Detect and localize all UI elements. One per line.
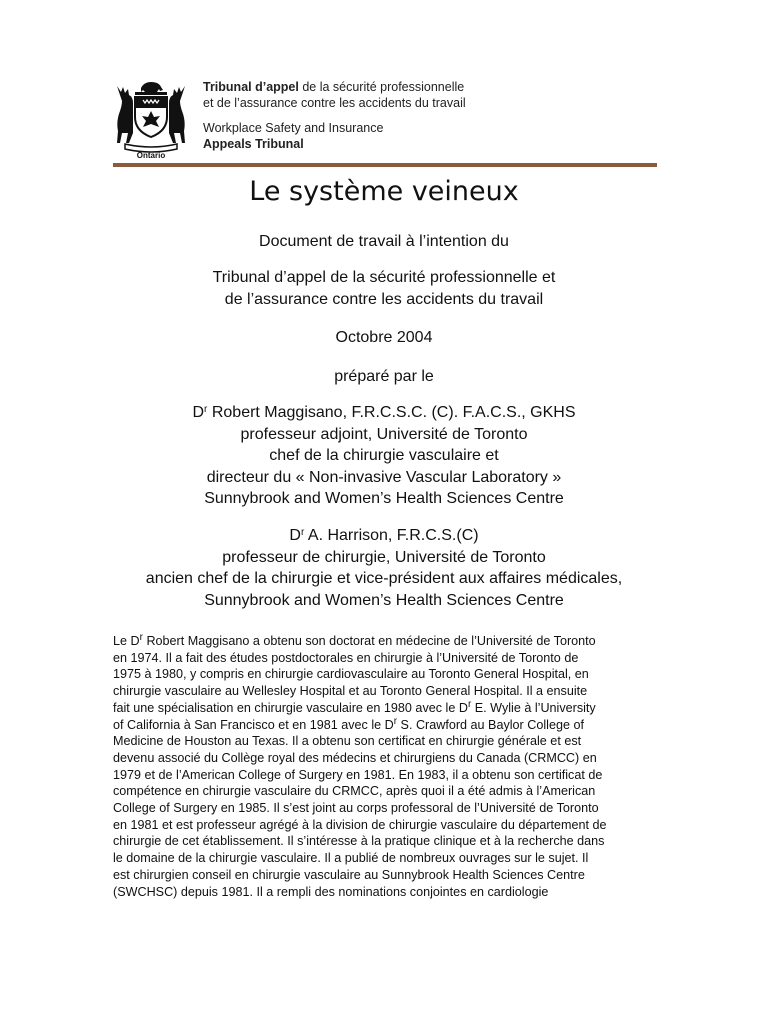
bio-line-1: Le $D^r$ Robert Maggisano a obtenu son doctorat en médecine de l’Université de Toronto <box>113 632 596 648</box>
org-en-line2: Appeals Tribunal <box>203 136 304 151</box>
bio-line-11: College of Surgery en 1985. Il s’est joint au corps professoral de l’Université de Toronto <box>113 801 599 816</box>
bio-line-13: chirurgie de cet établissement. Il s’intéresse à la pratique clinique et à la recherche dans <box>113 834 605 849</box>
bio-line-4: chirurgie vasculaire au Wellesley Hospital et au Toronto General Hospital. Il a ensuite <box>113 684 588 699</box>
author-2-prefix: D <box>289 527 301 544</box>
date-line: Octobre 2004 <box>335 329 433 346</box>
prepared-by <box>0 366 768 388</box>
tribunal-line-1: Tribunal d’appel de la sécurité professionnelle et <box>212 269 556 286</box>
bio-line-9: 1979 et de l’American College of Surgery en 1981. En 1983, il a obtenu son certificat de <box>113 767 603 782</box>
letterhead <box>113 78 657 160</box>
author-2-line-3: Sunnybrook and Women’s Health Sciences Centre <box>204 591 564 609</box>
bio-line-14: le domaine de la chirurgie vasculaire. Il a publié de nombreux ouvrages sur le sujet. Il <box>113 851 589 866</box>
bio-line-3: 1975 à 1980, y compris en chirurgie cardiovasculaire au Toronto General Hospital, en <box>113 667 589 682</box>
author-1-line-4: Sunnybrook and Women’s Health Sciences Centre <box>204 490 564 507</box>
author-2-line-1: professeur de chirurgie, Université de Toronto <box>222 548 546 566</box>
header-divider <box>113 163 657 167</box>
bio-line-12: en 1981 et est professeur agrégé à la division de chirurgie vasculaire du département de <box>113 817 607 832</box>
tribunal-name <box>0 267 768 310</box>
author-2-block <box>0 525 768 611</box>
bio-line-8: devenu associé du Collège royal des médecins et chirurgiens du Canada (CRMCC) en <box>113 750 597 765</box>
ontario-coat-of-arms-icon <box>113 78 189 160</box>
author-1-line-3: directeur du « Non-invasive Vascular Laboratory » <box>206 468 562 486</box>
author-2-line-2: ancien chef de la chirurgie et vice-président aux affaires médicales, <box>145 570 623 587</box>
author-1-name <box>0 402 768 424</box>
organization-name <box>203 80 466 152</box>
author-1-sup: r <box>204 404 208 415</box>
bio-line-5: fait une spécialisation en chirurgie vasculaire en 1980 avec le $D^r$ E. Wylie à l’University <box>113 698 596 715</box>
author-2-sup: r <box>300 527 305 538</box>
document-date <box>0 327 768 349</box>
author-1-block <box>0 402 768 510</box>
author-2-name-text: A. Harrison, F.R.C.S.(C) <box>304 527 479 544</box>
prepared-by-line: préparé par le <box>334 368 434 385</box>
document-title: Le système veineux <box>249 176 519 207</box>
author-1-name-text: Robert Maggisano, F.R.C.S.C. (C). F.A.C.S., GKHS <box>207 404 576 421</box>
bio-line-15: est chirurgien conseil en chirurgie vasculaire au Sunnybrook Health Sciences Centre <box>113 867 585 882</box>
document-subtitle <box>0 231 768 253</box>
bio-line-7: Medicine de Houston au Texas. Il a obtenu son certificat en chirurgie générale et est <box>113 734 582 749</box>
org-en-line1: Workplace Safety and Insurance <box>203 121 384 135</box>
bio-line-2: en 1974. Il a fait des études postdoctorales en chirurgie à l’Université de Toronto de <box>113 650 579 665</box>
org-fr-rest: de la sécurité professionnelle <box>298 80 465 94</box>
author-1-line-1: professeur adjoint, Université de Toronto <box>240 425 528 443</box>
author-1-prefix: D <box>192 404 205 421</box>
bio-line-6: of California à San Francisco et en 1981 avec le $D^r$ S. Crawford au Baylor College of <box>113 715 584 732</box>
bio-line-16: (SWCHSC) depuis 1981. Il a rempli des nominations conjointes en cardiologie <box>113 884 549 899</box>
author-1-line-2: chef de la chirurgie vasculaire et <box>269 447 499 464</box>
author-2-name <box>0 525 768 547</box>
org-fr-bold: Tribunal d’appel <box>203 80 299 94</box>
tribunal-line-2: de l’assurance contre les accidents du travail <box>224 290 544 308</box>
logo-caption: Ontario <box>136 151 166 160</box>
bio-line-10: compétence en chirurgie vasculaire du CRMCC, après quoi il a été admis à l’American <box>113 784 596 799</box>
biography-paragraph <box>113 633 658 900</box>
subtitle-line: Document de travail à l’intention du <box>259 233 509 250</box>
org-fr-line2: et de l’assurance contre les accidents du travail <box>203 95 466 110</box>
